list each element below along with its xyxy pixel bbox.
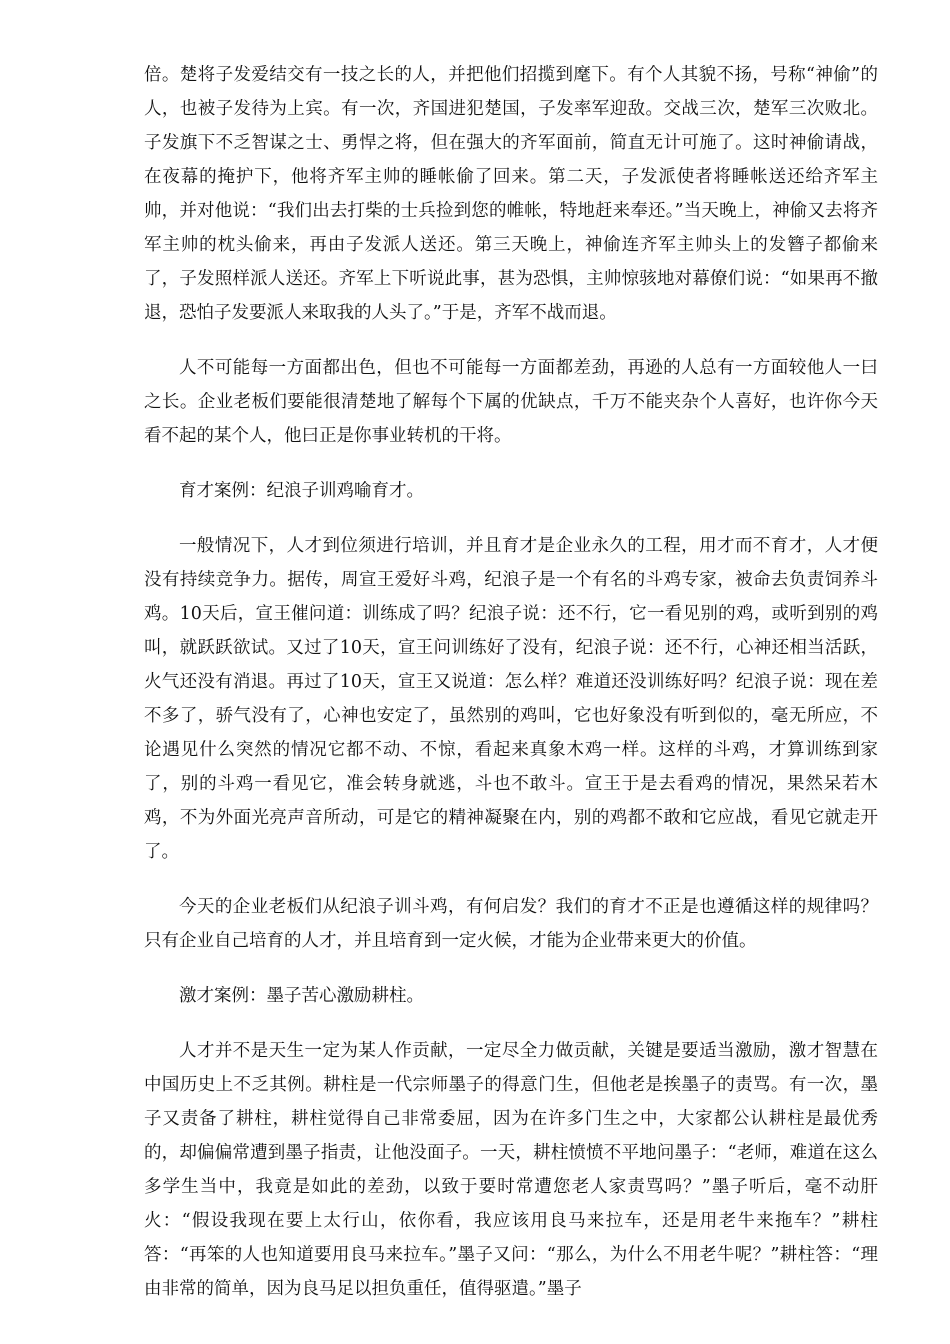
paragraph-yucai-commentary: 今天的企业老板们从纪浪子训斗鸡，有何启发？我们的育才不正是也遵循这样的规律吗？只有企业自己培育的人才，并且培育到一定火候，才能为企业带来更大的价值。	[144, 897, 878, 951]
paragraph-commentary: 人不可能每一方面都出色，但也不可能每一方面都差劲，再逊的人总有一方面较他人一曰之长。企业老板们要能很清楚地了解每个下属的优缺点，千万不能夹杂个人喜好，也许你今天看不起的某个人，他曰正是你事业转机的干将。	[144, 358, 878, 446]
paragraph-jicai-story: 人才并不是天生一定为某人作贡献，一定尽全力做贡献，关键是要适当激励，激才智慧在中国历史上不乏其例。耕柱是一代宗师墨子的得意门生，但他老是挨墨子的责骂。有一次，墨子又责备了耕柱，耕柱觉得自己非常委屈，因为在许多门生之中，大家都公认耕柱是最优秀的，却偏偏常遭到墨子指责，让他没面子。一天，耕柱愤愤不平地问墨子：“老师，难道在这么多学生当中，我竟是如此的差劲，以致于要时常遭您老人家责骂吗？”墨子听后，毫不动肝火：“假设我现在要上太行山，依你看，我应该用良马来拉车，还是用老牛来拖车？”耕柱答：“再笨的人也知道要用良马来拉车。”墨子又问：“那么，为什么不用老牛呢？”耕柱答：“理由非常的简单，因为良马足以担负重任，值得驱遣。”墨子	[144, 1041, 878, 1299]
section-heading-jicai: 激才案例：墨子苦心激励耕柱。	[179, 986, 424, 1006]
paragraph-yucai-story: 一般情况下，人才到位须进行培训，并且育才是企业永久的工程，用才而不育才，人才便没有持续竞争力。据传，周宣王爱好斗鸡，纪浪子是一个有名的斗鸡专家，被命去负责饲养斗鸡。10天后，宣王催问道：训练成了吗？纪浪子说：还不行，它一看见别的鸡，或听到别的鸡叫，就跃跃欲试。又过了10天，宣王问训练好了没有，纪浪子说：还不行，心神还相当活跃，火气还没有消退。再过了10天，宣王又说道：怎么样？难道还没训练好吗？纪浪子说：现在差不多了，骄气没有了，心神也安定了，虽然别的鸡叫，它也好象没有听到似的，毫无所应，不论遇见什么突然的情况它都不动、不惊，看起来真象木鸡一样。这样的斗鸡，才算训练到家了，别的斗鸡一看见它，准会转身就逃，斗也不敢斗。宣王于是去看鸡的情况，果然呆若木鸡，不为外面光亮声音所动，可是它的精神凝聚在内，别的鸡都不敢和它应战，看见它就走开了。	[144, 536, 878, 862]
section-heading-yucai: 育才案例：纪浪子训鸡喻育才。	[179, 481, 424, 501]
document-page	[144, 58, 878, 1327]
paragraph-story-continuation: 倍。楚将子发爱结交有一技之长的人，并把他们招揽到麾下。有个人其貌不扬，号称“神偷”的人，也被子发待为上宾。有一次，齐国进犯楚国，子发率军迎敌。交战三次，楚军三次败北。子发旗下不乏智谋之士、勇悍之将，但在强大的齐军面前，简直无计可施了。这时神偷请战，在夜幕的掩护下，他将齐军主帅的睡帐偷了回来。第二天，子发派使者将睡帐送还给齐军主帅，并对他说：“我们出去打柴的士兵捡到您的帷帐，特地赶来奉还。”当天晚上，神偷又去将齐军主帅的枕头偷来，再由子发派人送还。第三天晚上，神偷连齐军主帅头上的发簪子都偷来了，子发照样派人送还。齐军上下听说此事，甚为恐惧，主帅惊骇地对幕僚们说：“如果再不撤退，恐怕子发要派人来取我的人头了。”于是，齐军不战而退。	[144, 65, 878, 323]
